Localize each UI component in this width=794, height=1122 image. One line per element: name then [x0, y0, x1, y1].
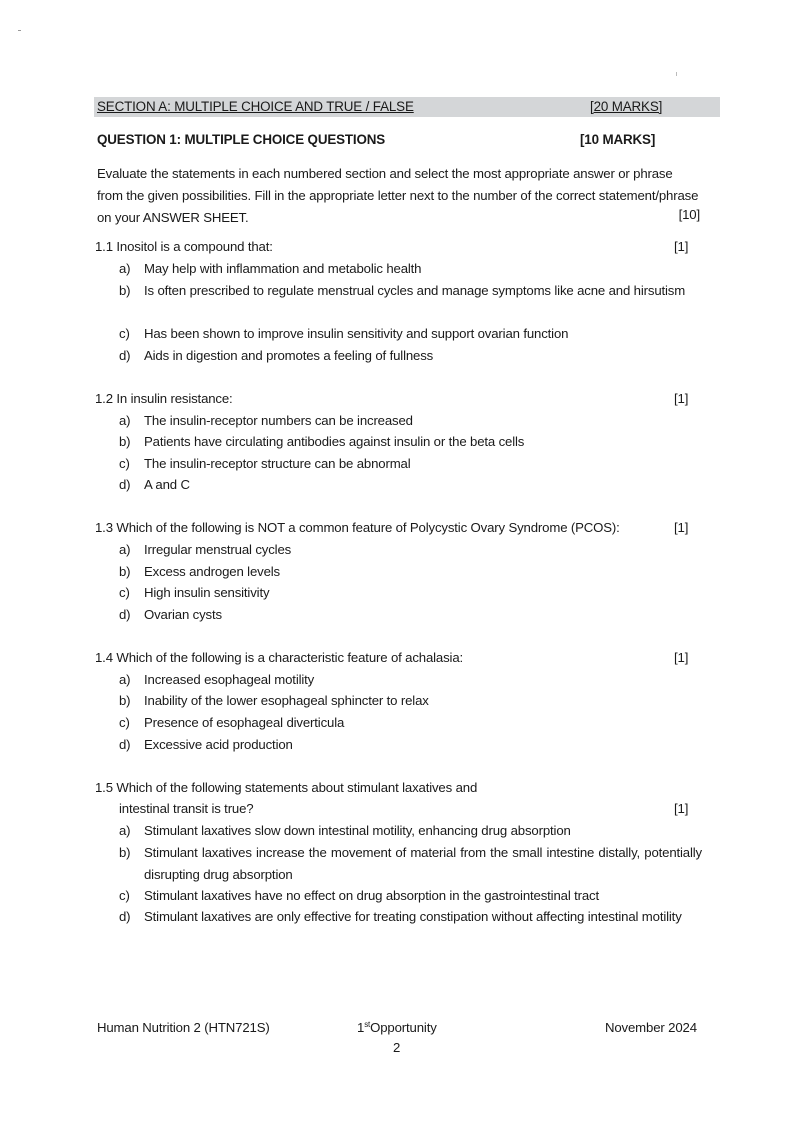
option-text: Is often prescribed to regulate menstrual cycles and manage symptoms like acne and hirsutism: [144, 283, 686, 298]
question-mark: [1]: [674, 801, 689, 816]
option-letter: b): [119, 564, 131, 579]
option-text: Excess androgen levels: [144, 564, 280, 579]
option-text: Stimulant laxatives have no effect on drug absorption in the gastrointestinal tract: [144, 888, 600, 903]
scan-mark: [18, 30, 21, 31]
footer-opportunity: [357, 1020, 437, 1035]
instructions: Evaluate the statements in each numbered section and select the most appropriate answer or phrase from the given possibilities. Fill in the appropriate letter next to the number of the correct statement/phrase on your ANSWER SHEET.: [97, 166, 699, 225]
question-stem: 1.1 Inositol is a compound that:: [95, 239, 273, 254]
question-mark: [1]: [674, 239, 689, 254]
option-text: Aids in digestion and promotes a feeling of fullness: [144, 348, 434, 363]
option-text: Ovarian cysts: [144, 607, 222, 622]
footer-opportunity-suffix: st: [364, 1020, 371, 1029]
option-text: The insulin-receptor numbers can be increased: [144, 413, 413, 428]
option-letter: d): [119, 909, 131, 924]
question-stem: 1.2 In insulin resistance:: [95, 391, 233, 406]
option-text: Inability of the lower esophageal sphincter to relax: [144, 693, 429, 708]
option-letter: b): [119, 845, 131, 860]
question-marks: [10 MARKS]: [580, 132, 656, 147]
option-text: Presence of esophageal diverticula: [144, 715, 345, 730]
option-letter: a): [119, 672, 131, 687]
page-number: 2: [393, 1040, 401, 1055]
option-letter: c): [119, 585, 130, 600]
option-letter: d): [119, 737, 131, 752]
option-text: The insulin-receptor structure can be abnormal: [144, 456, 411, 471]
question-stem: 1.3 Which of the following is NOT a common feature of Polycystic Ovary Syndrome (PCOS):: [95, 520, 620, 535]
footer-course: Human Nutrition 2 (HTN721S): [97, 1020, 270, 1035]
option-letter: c): [119, 326, 130, 341]
question-stem: 1.5 Which of the following statements about stimulant laxatives and: [95, 780, 478, 795]
footer-date: November 2024: [605, 1020, 697, 1035]
instructions-mark: [10]: [678, 207, 700, 222]
question-mark: [1]: [674, 520, 689, 535]
option-letter: d): [119, 607, 131, 622]
option-letter: a): [119, 413, 131, 428]
section-marks: [20 MARKS]: [590, 99, 663, 114]
option-text: Increased esophageal motility: [144, 672, 315, 687]
option-letter: a): [119, 542, 131, 557]
option-text: May help with inflammation and metabolic health: [144, 261, 422, 276]
footer-opportunity-number: 1: [357, 1020, 365, 1035]
scan-mark: [676, 72, 677, 76]
section-title: SECTION A: MULTIPLE CHOICE AND TRUE / FALSE: [97, 99, 414, 114]
option-letter: d): [119, 477, 131, 492]
option-letter: b): [119, 283, 131, 298]
option-text: Has been shown to improve insulin sensitivity and support ovarian function: [144, 326, 569, 341]
option-text: Patients have circulating antibodies against insulin or the beta cells: [144, 434, 525, 449]
footer-opportunity-word: Opportunity: [370, 1020, 437, 1035]
option-letter: d): [119, 348, 131, 363]
option-letter: a): [119, 261, 131, 276]
option-letter: b): [119, 693, 131, 708]
option-text: Stimulant laxatives are only effective for treating constipation without affecting intestinal motility: [144, 909, 682, 924]
option-text: A and C: [144, 477, 190, 492]
option-text: High insulin sensitivity: [144, 585, 270, 600]
question-mark: [1]: [674, 650, 689, 665]
question-mark: [1]: [674, 391, 689, 406]
option-letter: a): [119, 823, 131, 838]
option-text: Stimulant laxatives slow down intestinal motility, enhancing drug absorption: [144, 823, 571, 838]
question-stem: 1.4 Which of the following is a characteristic feature of achalasia:: [95, 650, 464, 665]
option-text: Irregular menstrual cycles: [144, 542, 292, 557]
option-letter: c): [119, 456, 130, 471]
option-letter: b): [119, 434, 131, 449]
option-text: Excessive acid production: [144, 737, 293, 752]
question-title: QUESTION 1: MULTIPLE CHOICE QUESTIONS: [97, 132, 386, 147]
option-letter: c): [119, 715, 130, 730]
option-letter: c): [119, 888, 130, 903]
question-stem-continued: intestinal transit is true?: [119, 801, 254, 816]
option-text: Stimulant laxatives increase the movement of material from the small intestine distally, potentially disrupting drug absorption: [144, 845, 702, 882]
